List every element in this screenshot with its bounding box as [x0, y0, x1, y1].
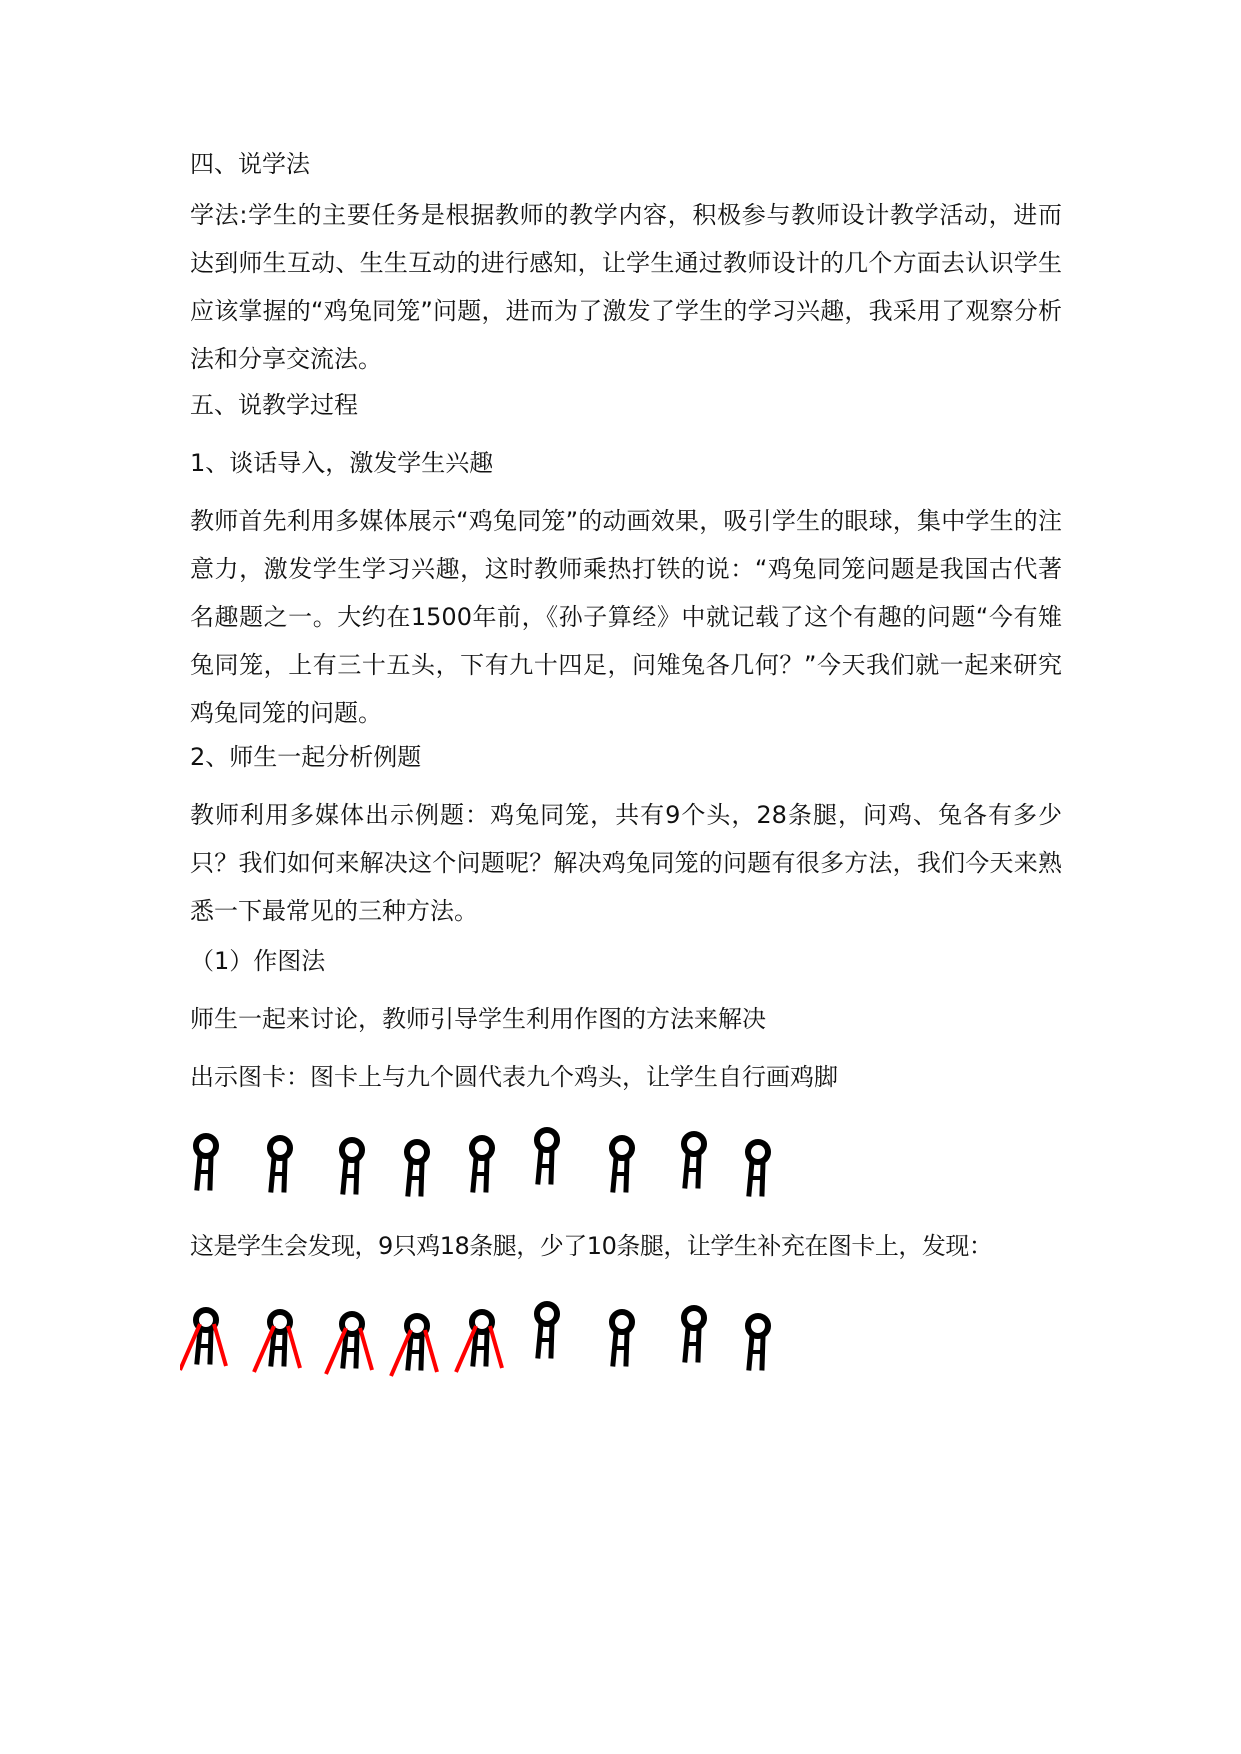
chicken-head-figure — [612, 1138, 632, 1190]
section-5-heading: 五、说教学过程 — [190, 391, 358, 419]
chicken-head-circle — [537, 1304, 557, 1324]
chicken-head-circle — [196, 1136, 216, 1156]
section-4-body: 学法:学生的主要任务是根据教师的教学内容，积极参与教师设计教学活动，进而达到师生互动、生生互动的进行感知，让学生通过教师设计的几个方面去认识学生应该掌握的“鸡兔同笼”问题，进而为了激发了学生的学习兴趣，我采用了观察分析法和分享交流法。 — [190, 201, 1062, 373]
chicken-head-figure — [537, 1130, 557, 1182]
method-1-line-3: 这是学生会发现，9只鸡18条腿，少了10条腿，让学生补充在图卡上，发现： — [190, 1232, 993, 1260]
chicken-head-circle — [684, 1134, 704, 1154]
chicken-head-figure — [270, 1138, 290, 1190]
chicken-heads-with-legs-figure — [180, 1296, 900, 1386]
chicken-head-circle — [748, 1142, 768, 1162]
method-1-line-2: 出示图卡：图卡上与九个圆代表九个鸡头，让学生自行画鸡脚 — [190, 1063, 838, 1091]
step-1-title: 1、谈话导入，激发学生兴趣 — [190, 449, 494, 477]
chicken-head-figure — [456, 1312, 502, 1372]
chicken-head-figure — [407, 1142, 427, 1194]
chicken-head-circle — [684, 1308, 704, 1328]
chicken-head-figure — [326, 1314, 372, 1374]
chicken-head-figure — [684, 1308, 704, 1360]
chicken-head-figure — [391, 1316, 437, 1376]
step-2-body: 教师利用多媒体出示例题：鸡兔同笼，共有9个头，28条腿，问鸡、兔各有多少只？我们如何来解决这个问题呢？解决鸡兔同笼的问题有很多方法，我们今天来熟悉一下最常见的三种方法。 — [190, 801, 1062, 925]
chicken-head-figure — [748, 1316, 768, 1368]
chicken-head-figure — [748, 1142, 768, 1194]
chicken-head-figure — [472, 1138, 492, 1190]
added-leg-right — [214, 1324, 226, 1366]
chicken-head-figure — [196, 1136, 216, 1188]
chicken-head-circle — [537, 1130, 557, 1150]
chicken-head-figure — [254, 1312, 300, 1372]
chicken-head-figure — [180, 1310, 226, 1370]
chicken-heads-with-legs-drawing — [180, 1296, 900, 1386]
chicken-head-circle — [342, 1140, 362, 1160]
chicken-head-circle — [612, 1312, 632, 1332]
chicken-head-figure — [612, 1312, 632, 1364]
chicken-heads-drawing — [180, 1122, 900, 1212]
added-leg-right — [360, 1328, 372, 1370]
section-4-heading: 四、说学法 — [190, 150, 310, 178]
chicken-head-figure — [684, 1134, 704, 1186]
chicken-head-figure — [342, 1140, 362, 1192]
chicken-head-circle — [407, 1142, 427, 1162]
chicken-head-figure — [537, 1304, 557, 1356]
added-leg-right — [425, 1330, 437, 1372]
added-leg-right — [288, 1326, 300, 1368]
method-1-line-1: 师生一起来讨论，教师引导学生利用作图的方法来解决 — [190, 1005, 766, 1033]
step-2-title: 2、师生一起分析例题 — [190, 743, 422, 771]
chicken-head-circle — [472, 1138, 492, 1158]
method-1-title: （1）作图法 — [190, 947, 326, 975]
chicken-head-circle — [270, 1138, 290, 1158]
added-leg-right — [490, 1326, 502, 1368]
chicken-heads-figure — [180, 1122, 900, 1212]
chicken-head-circle — [612, 1138, 632, 1158]
step-1-body: 教师首先利用多媒体展示“鸡兔同笼”的动画效果，吸引学生的眼球，集中学生的注意力，激发学生学习兴趣，这时教师乘热打铁的说：“鸡兔同笼问题是我国古代著名趣题之一。大约在1500年前，《孙子算经》中就记载了这个有趣的问题“今有雉兔同笼，上有三十五头，下有九十四足，问雉兔各几何？”今天我们就一起来研究鸡兔同笼的问题。 — [190, 507, 1062, 727]
chicken-head-circle — [748, 1316, 768, 1336]
